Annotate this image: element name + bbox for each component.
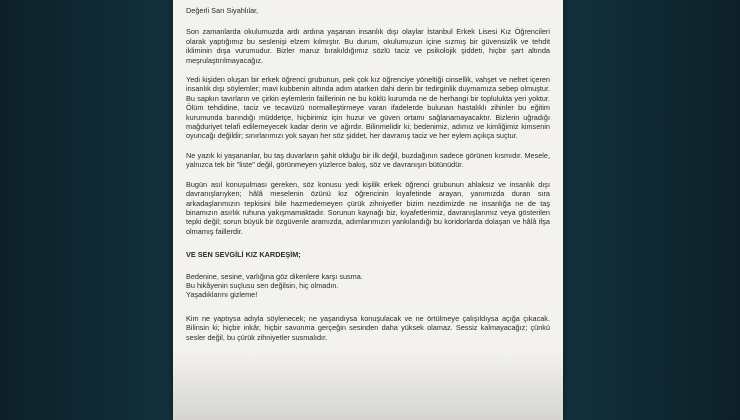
letter-greeting: Değerli Sarı Siyahlılar, [186,6,259,15]
letter-page [173,0,563,420]
letter-heading: VE SEN SEVGİLİ KIZ KARDEŞİM; [186,250,301,260]
poem-line: Yaşadıklarını gizleme! [186,290,258,300]
letter-paragraph: Ne yazık ki yaşananlar, bu taş duvarların şahit olduğu bir ilk değil, buzdağının sadece görünen kısmıdır. Mesele, yalnızca tek bir "liste" değil, görünmeyen yüzlerce bakış, söz ve davranışın bütünüdür. [186,150,550,170]
letter-paragraph: Bugün asıl konuşulması gereken, söz konusu yedi kişilik erkek öğrenci grubunun ahlaksız ve insanlık dışı davranışlarıyken; hâlâ meselenin özünü kız öğrencinin kıyafetinde arayan, yanımızda duran sıra arkadaşlarımızın tepkisini bile hazmedemeyen çürük zihniyetler bizim nezdimizde ne insanlığa ne de taş binamızın asırlık ruhuna yakışmamaktadır. Sorunun kaynağı biz, kıyafetlerimiz, davranışlarımız veya gösterilen tepki değil; sorun büyük bir özgüvenle aramızda, adımlarımızın yankılandığı bu koridorlarda dolaşan ve hâlâ ifşa olmamış faillerdir. [186,179,550,236]
letter-closing: Kim ne yaptıysa adıyla söylenecek; ne yaşandıysa konuşulacak ve ne örtülmeye çalışıldıysa açığa çıkacak. Bilinsin ki; hiçbir inkâr, hiçbir savunma gerçeğin sesinden daha yüksek olamaz. Sessiz kalmayacağız; çünkü sesler değil, bu çürük zihniyetler susmalıdır. [186,313,550,342]
letter-poem [186,272,550,300]
letter-paragraph: Yedi kişiden oluşan bir erkek öğrenci grubunun, pek çok kız öğrenciye yöneltiği cinsellik, vahşet ve nefret içeren insanlık dışı söylemler; mavi kubbenin altında adım atarken dahi derin bir tedirginlik duymamıza sebep olmuştur. Bu sapkın tavırların ve çirkin eylemlerin faillerinin ne bu köklü kurumda ne de herhangi bir toplulukta yeri yoktur. Ölüm tehdidine, taciz ve tecavüzü normalleştirmeye varan ifadelerde bulunan hastalıklı zihinler bu eğitim kurumunda barındığı müddetçe, hiçbirimiz için huzur ve güven ortamı sağlanamayacaktır. Bizlerin uğradığı mağduriyet telafi edilemeyecek kadar derin ve ağırdır. Bilinmelidir ki; bedenimiz, adımız ve kimliğimiz kimsenin oyuncağı değildir; sınırlarımızı yok sayan her söz şiddet, her davranış taciz ve her eylem açıkça suçtur. [186,75,550,141]
poem-line: Bu hikâyenin suçlusu sen değilsin, hiç olmadın. [186,280,339,290]
paper-shadow [173,350,563,420]
letter-paragraph: Son zamanlarda okulumuzda ardı ardına yaşanan insanlık dışı olaylar İstanbul Erkek Lisesi Kız Öğrencileri olarak yaptığımız bu seslenişi elzem kılmıştır. Bu durum, okulumuzun içine sızmış bir güvensizlik ve tehdit ikliminin dışa vurumudur. Bizler maruz bırakıldığımız sözlü taciz ve psikolojik şiddeti, hiçbir şart altında meşrulaştırılmayacağız. [186,27,550,65]
letter-body [186,6,550,352]
poem-line: Bedenine, sesine, varlığına göz dikenlere karşı susma. [186,271,363,281]
